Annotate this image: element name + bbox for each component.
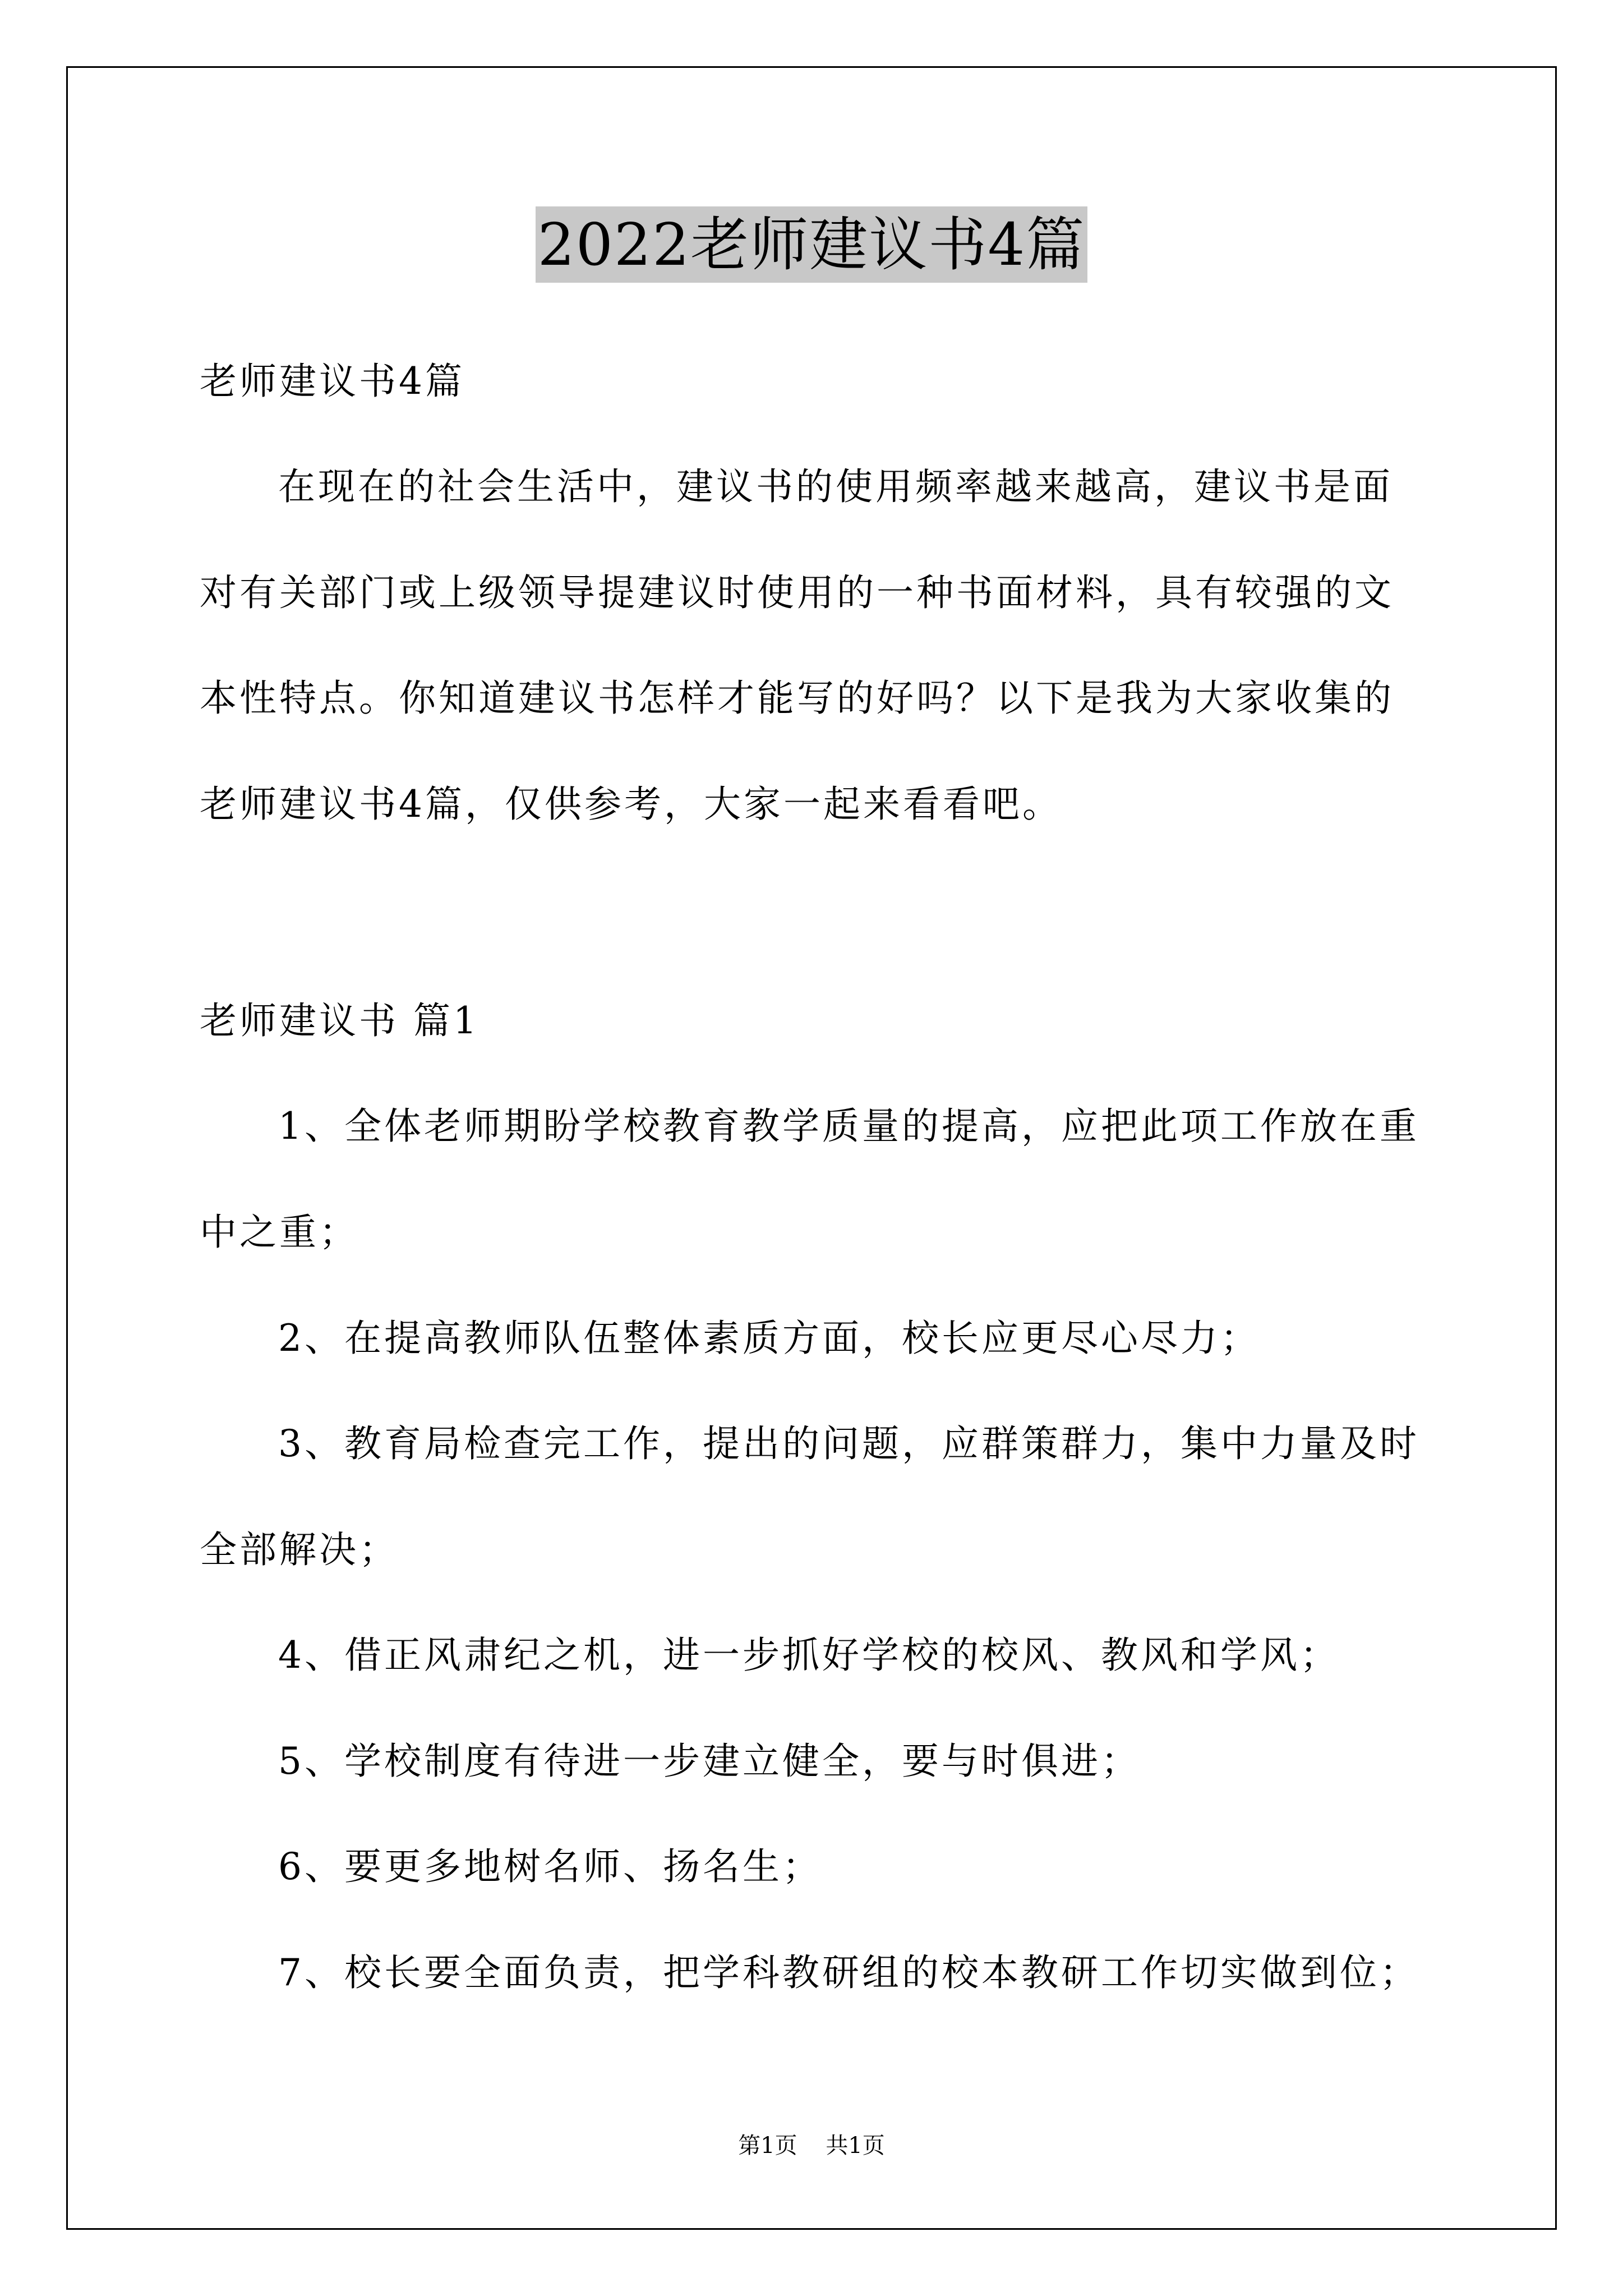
intro-line-2: 对有关部门或上级领导提建议时使用的一种书面材料，具有较强的文 (200, 571, 1394, 614)
intro-line-4: 老师建议书4篇，仅供参考，大家一起来看看吧。 (200, 783, 1062, 826)
list-item-5: 5、学校制度有待进一步建立健全，要与时俱进； (278, 1740, 1141, 1783)
intro-line-3: 本性特点。你知道建议书怎样才能写的好吗？以下是我为大家收集的 (200, 677, 1394, 720)
page-total: 共1页 (826, 2133, 885, 2159)
page-footer (0, 2132, 1623, 2160)
document-title: 2022老师建议书4篇 (536, 206, 1088, 283)
list-item-6: 6、要更多地树名师、扬名生； (278, 1845, 822, 1888)
list-item-7: 7、校长要全面负责，把学科教研组的校本教研工作切实做到位； (278, 1951, 1419, 1994)
page-number: 第1页 (738, 2133, 797, 2159)
document-subtitle: 老师建议书4篇 (200, 360, 465, 403)
section-heading: 老师建议书 篇1 (200, 999, 479, 1042)
list-item-2: 2、在提高教师队伍整体素质方面，校长应更尽心尽力； (278, 1317, 1260, 1360)
list-item-1-cont: 中之重； (200, 1211, 359, 1254)
list-item-1: 1、全体老师期盼学校教育教学质量的提高，应把此项工作放在重 (278, 1105, 1419, 1148)
title-container (0, 206, 1623, 283)
list-item-4: 4、借正风肃纪之机，进一步抓好学校的校风、教风和学风； (278, 1634, 1340, 1677)
list-item-3-cont: 全部解决； (200, 1528, 399, 1571)
list-item-3: 3、教育局检查完工作，提出的问题，应群策群力，集中力量及时 (278, 1422, 1419, 1465)
intro-line-1: 在现在的社会生活中，建议书的使用频率越来越高，建议书是面 (278, 465, 1393, 508)
